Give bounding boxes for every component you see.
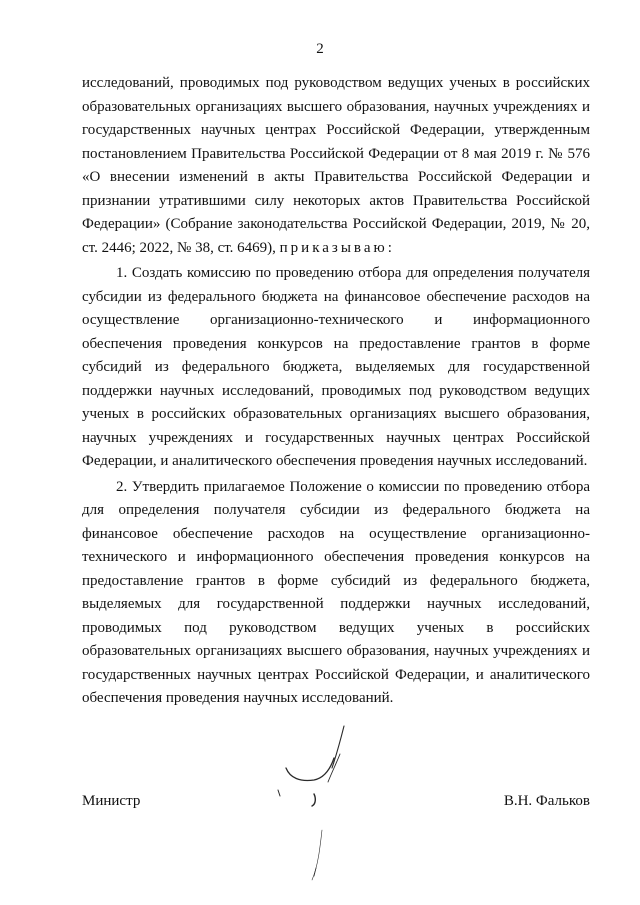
preamble-paragraph xyxy=(82,72,590,260)
document-body xyxy=(82,72,590,711)
order-word: приказываю xyxy=(279,239,388,256)
page-number: 2 xyxy=(316,41,324,57)
handwritten-signature xyxy=(270,720,380,890)
signer-name: В.Н. Фальков xyxy=(503,793,590,809)
order-item-2: 2. Утвердить прилагаемое Положение о комиссии по проведению отбора для определения получателя субсидии из федерального бюджета на финансовое обеспечение расходов на осуществление организационно-технического и информационного обеспечения проведения конкурсов на предоставление грантов в форме субсидий из федерального бюджета, выделяемых для государственной поддержки научных исследований, проводимых под руководством ведущих ученых в российских образовательных организациях высшего образования, научных учреждениях и государственных научных центрах Российской Федерации, и аналитического обеспечения проведения научных исследований. xyxy=(82,478,590,706)
order-item-1: 1. Создать комиссию по проведению отбора для определения получателя субсидии из федерального бюджета на финансовое обеспечение расходов на осуществление организационно-технического и информационного обеспечения проведения конкурсов на предоставление грантов в форме субсидий из федерального бюджета, выделяемых для государственной поддержки научных исследований, проводимых под руководством ведущих ученых в российских образовательных организациях высшего образования, научных учреждениях и государственных научных центрах Российской Федерации, и аналитического обеспечения проведения научных исследований. xyxy=(82,265,590,469)
order-colon: : xyxy=(387,239,392,256)
preamble-text: исследований, проводимых под руководством ведущих ученых в российских образовательных организациях высшего образования, научных учреждениях и государственных научных центрах Российской Федерации, утвержденным постановлением Правительства Российской Федерации от 8 мая 2019 г. № 576 «О внесении изменений в акты Правительства Российской Федерации и признании утратившими силу некоторых актов Правительства Российской Федерации» (Собрание законодательства Российской Федерации, 2019, № 20, ст. 2446; 2022, № 38, ст. 6469), xyxy=(82,75,590,256)
signer-position: Министр xyxy=(82,793,141,809)
